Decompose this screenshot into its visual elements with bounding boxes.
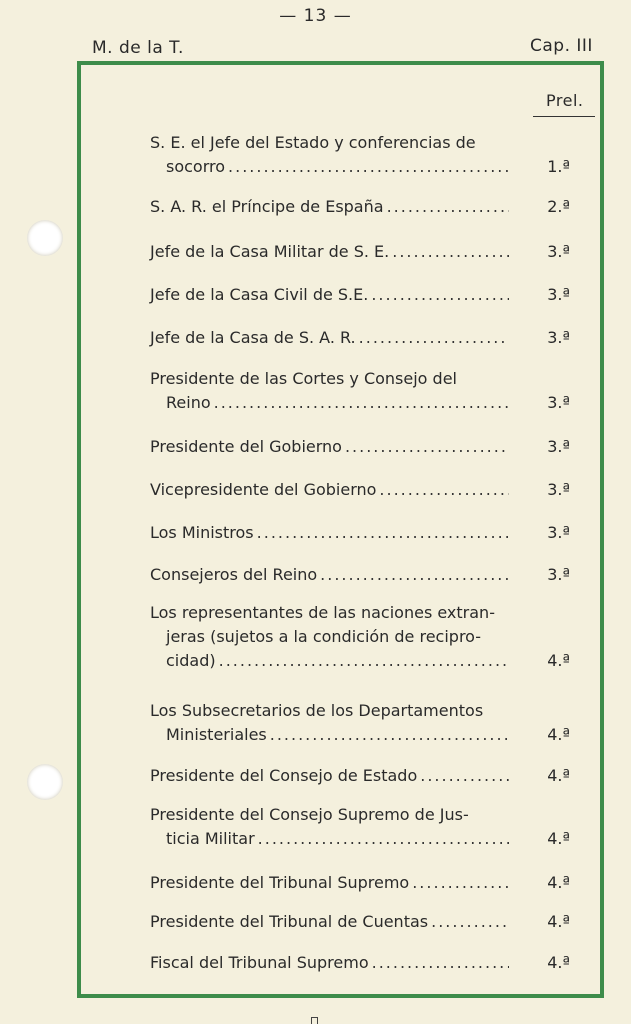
entry-title-line: Los Ministros: [150, 523, 254, 542]
precedence-entry: [150, 240, 570, 264]
dot-leader: [392, 240, 509, 264]
running-header-left: M. de la T.: [92, 38, 184, 58]
entry-title-line: Presidente de las Cortes y Consejo del: [150, 369, 457, 388]
entry-title-line: Vicepresidente del Gobierno: [150, 480, 377, 499]
dot-leader: [372, 951, 510, 975]
dot-leader: [258, 827, 510, 851]
precedence-entry: [150, 803, 570, 851]
precedence-entry: [150, 910, 570, 934]
entry-title-line: jeras (sujetos a la condición de recipro-: [166, 627, 482, 646]
precedence-value: 3.ª: [547, 437, 570, 456]
precedence-entry: [150, 601, 570, 673]
dot-leader: [371, 283, 509, 307]
entry-title-line: S. E. el Jefe del Estado y conferencias de: [150, 133, 476, 152]
precedence-value: 3.ª: [547, 242, 570, 261]
dot-leader: [228, 155, 509, 179]
precedence-entry: [150, 367, 570, 415]
precedence-entry: [150, 478, 570, 502]
precedence-value: 4.ª: [547, 829, 570, 848]
precedence-value: 3.ª: [547, 523, 570, 542]
entry-title-line: Ministeriales: [166, 725, 267, 744]
dot-leader: [420, 764, 509, 788]
precedence-value: 3.ª: [547, 285, 570, 304]
entry-title-line: Consejeros del Reino: [150, 565, 318, 584]
punch-hole-bottom: [27, 764, 63, 800]
precedence-value: 4.ª: [547, 651, 570, 670]
dot-leader: [379, 478, 509, 502]
corner-mark: [311, 1017, 318, 1024]
dot-leader: [219, 649, 510, 673]
entry-title-line: Jefe de la Casa Militar de S. E.: [150, 242, 390, 261]
precedence-entry: [150, 699, 570, 747]
precedence-value: 4.ª: [547, 873, 570, 892]
precedence-value: 3.ª: [547, 565, 570, 584]
precedence-value: 4.ª: [547, 912, 570, 931]
entry-title-line: Fiscal del Tribunal Supremo: [150, 953, 369, 972]
column-header-rule: [533, 116, 595, 117]
entry-title-line: cidad): [166, 651, 216, 670]
precedence-value: 1.ª: [547, 157, 570, 176]
precedence-entry: [150, 871, 570, 895]
dot-leader: [387, 195, 510, 219]
dot-leader: [359, 326, 510, 350]
entry-title-line: S. A. R. el Príncipe de España: [150, 197, 384, 216]
precedence-value: 4.ª: [547, 766, 570, 785]
entry-title-line: Reino: [166, 393, 211, 412]
entry-title-line: ticia Militar: [166, 829, 255, 848]
precedence-value: 3.ª: [547, 328, 570, 347]
dot-leader: [345, 435, 509, 459]
dot-leader: [214, 391, 510, 415]
entry-title-line: Jefe de la Casa Civil de S.E.: [150, 285, 369, 304]
entry-title-line: Presidente del Consejo de Estado: [150, 766, 418, 785]
precedence-entry: [150, 764, 570, 788]
dot-leader: [431, 910, 509, 934]
precedence-column-header: Prel.: [546, 91, 584, 110]
dot-leader: [412, 871, 509, 895]
precedence-entry: [150, 131, 570, 179]
precedence-value: 4.ª: [547, 725, 570, 744]
entry-title-line: Jefe de la Casa de S. A. R.: [150, 328, 356, 347]
precedence-value: 3.ª: [547, 480, 570, 499]
page-number: — 13 —: [279, 6, 352, 26]
precedence-entry: [150, 326, 570, 350]
dot-leader: [257, 521, 510, 545]
running-header-right: Cap. III: [530, 36, 593, 56]
dot-leader: [270, 723, 509, 747]
precedence-entry: [150, 521, 570, 545]
entry-title-line: Los Subsecretarios de los Departamentos: [150, 701, 484, 720]
entry-title-line: socorro: [166, 157, 226, 176]
precedence-entry: [150, 283, 570, 307]
entry-title-line: Los representantes de las naciones extran-: [150, 603, 495, 622]
precedence-value: 2.ª: [547, 197, 570, 216]
precedence-entry: [150, 435, 570, 459]
precedence-value: 3.ª: [547, 393, 570, 412]
entry-title-line: Presidente del Consejo Supremo de Jus-: [150, 805, 469, 824]
precedence-entry: [150, 951, 570, 975]
precedence-entry: [150, 563, 570, 587]
dot-leader: [320, 563, 509, 587]
punch-hole-top: [27, 220, 63, 256]
precedence-entry: [150, 195, 570, 219]
entry-title-line: Presidente del Gobierno: [150, 437, 342, 456]
entry-title-line: Presidente del Tribunal Supremo: [150, 873, 410, 892]
precedence-value: 4.ª: [547, 953, 570, 972]
entry-title-line: Presidente del Tribunal de Cuentas: [150, 912, 429, 931]
